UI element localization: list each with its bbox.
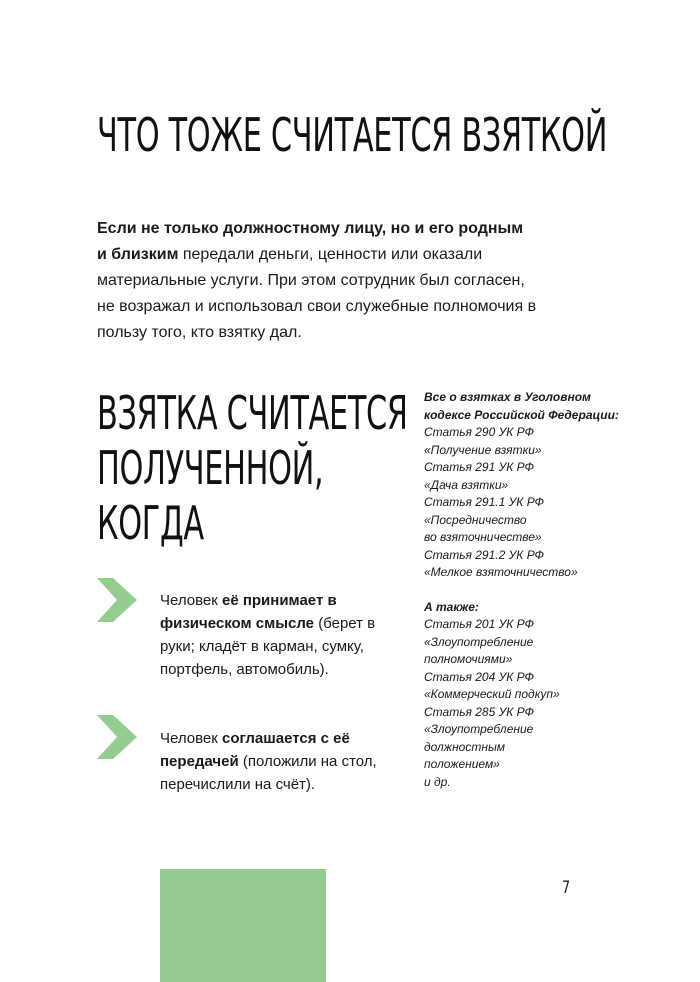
- chevron-right-icon: [97, 715, 137, 759]
- sidebar-line: Статья 204 УК РФ: [424, 669, 535, 684]
- sidebar-line: Статья 290 УК РФ: [424, 425, 535, 439]
- sidebar-block-also: [424, 599, 624, 792]
- sidebar-line: и др.: [424, 774, 451, 789]
- condition-text-post: (берет в руки; кладёт в карман, сумку, портфель, автомобиль).: [160, 615, 376, 678]
- section-heading-line: ВЗЯТКА СЧИТАЕТСЯ: [97, 386, 408, 440]
- criminal-code-sidebar: [424, 389, 624, 791]
- sidebar-line: должностным: [424, 739, 505, 754]
- sidebar-line: Статья 285 УК РФ: [424, 704, 535, 719]
- condition-text: [160, 727, 390, 796]
- section-heading-line: КОГДА: [97, 496, 204, 550]
- page-title: ЧТО ТОЖЕ СЧИТАЕТСЯ ВЗЯТКОЙ: [97, 108, 608, 162]
- sidebar-line: Все о взятках в Уголовном: [424, 390, 591, 404]
- decorative-green-block: [160, 869, 326, 982]
- sidebar-block-articles: [424, 389, 624, 582]
- sidebar-line: «Получение взятки»: [424, 442, 542, 457]
- condition-text-pre: Человек: [160, 730, 222, 747]
- sidebar-line: Статья 291 УК РФ: [424, 460, 535, 474]
- section-heading: [97, 386, 408, 551]
- condition-text-bold: соглашается с её передачей: [160, 730, 350, 770]
- sidebar-line: Статья 291.1 УК РФ: [424, 495, 545, 509]
- sidebar-line: «Коммерческий подкуп»: [424, 687, 560, 701]
- intro-text: передали деньги, ценности или оказали материальные услуги. При этом сотрудник был согласен, не возражал и использовал свои служебные полномочия в пользу того, кто взятку дал.: [97, 246, 537, 341]
- condition-text-bold: её принимает в физическом смысле: [160, 592, 337, 632]
- sidebar-line: кодексе Российской Федерации:: [424, 407, 619, 422]
- intro-paragraph: [97, 216, 537, 346]
- sidebar-line: «Злоупотребление: [424, 634, 534, 649]
- chevron-right-icon: [97, 578, 137, 622]
- sidebar-line: «Злоупотребление: [424, 722, 534, 736]
- sidebar-line: А также:: [424, 599, 479, 614]
- intro-bold: Если не только должностному лицу, но и его родным и близким: [97, 220, 524, 263]
- sidebar-line: «Дача взятки»: [424, 477, 509, 492]
- sidebar-line: положением»: [424, 757, 500, 771]
- condition-text-post: (положили на стол, перечислили на счёт).: [160, 753, 377, 793]
- section-heading-line: ПОЛУЧЕННОЙ,: [97, 441, 324, 495]
- condition-text: [160, 589, 390, 681]
- sidebar-line: Статья 201 УК РФ: [424, 617, 535, 631]
- sidebar-line: «Мелкое взяточничество»: [424, 565, 578, 579]
- page-number: 7: [562, 878, 571, 898]
- sidebar-line: Статья 291.2 УК РФ: [424, 547, 545, 562]
- sidebar-line: во взяточничестве»: [424, 530, 542, 544]
- sidebar-line: полномочиями»: [424, 652, 513, 666]
- sidebar-line: «Посредничество: [424, 512, 527, 527]
- condition-text-pre: Человек: [160, 592, 222, 609]
